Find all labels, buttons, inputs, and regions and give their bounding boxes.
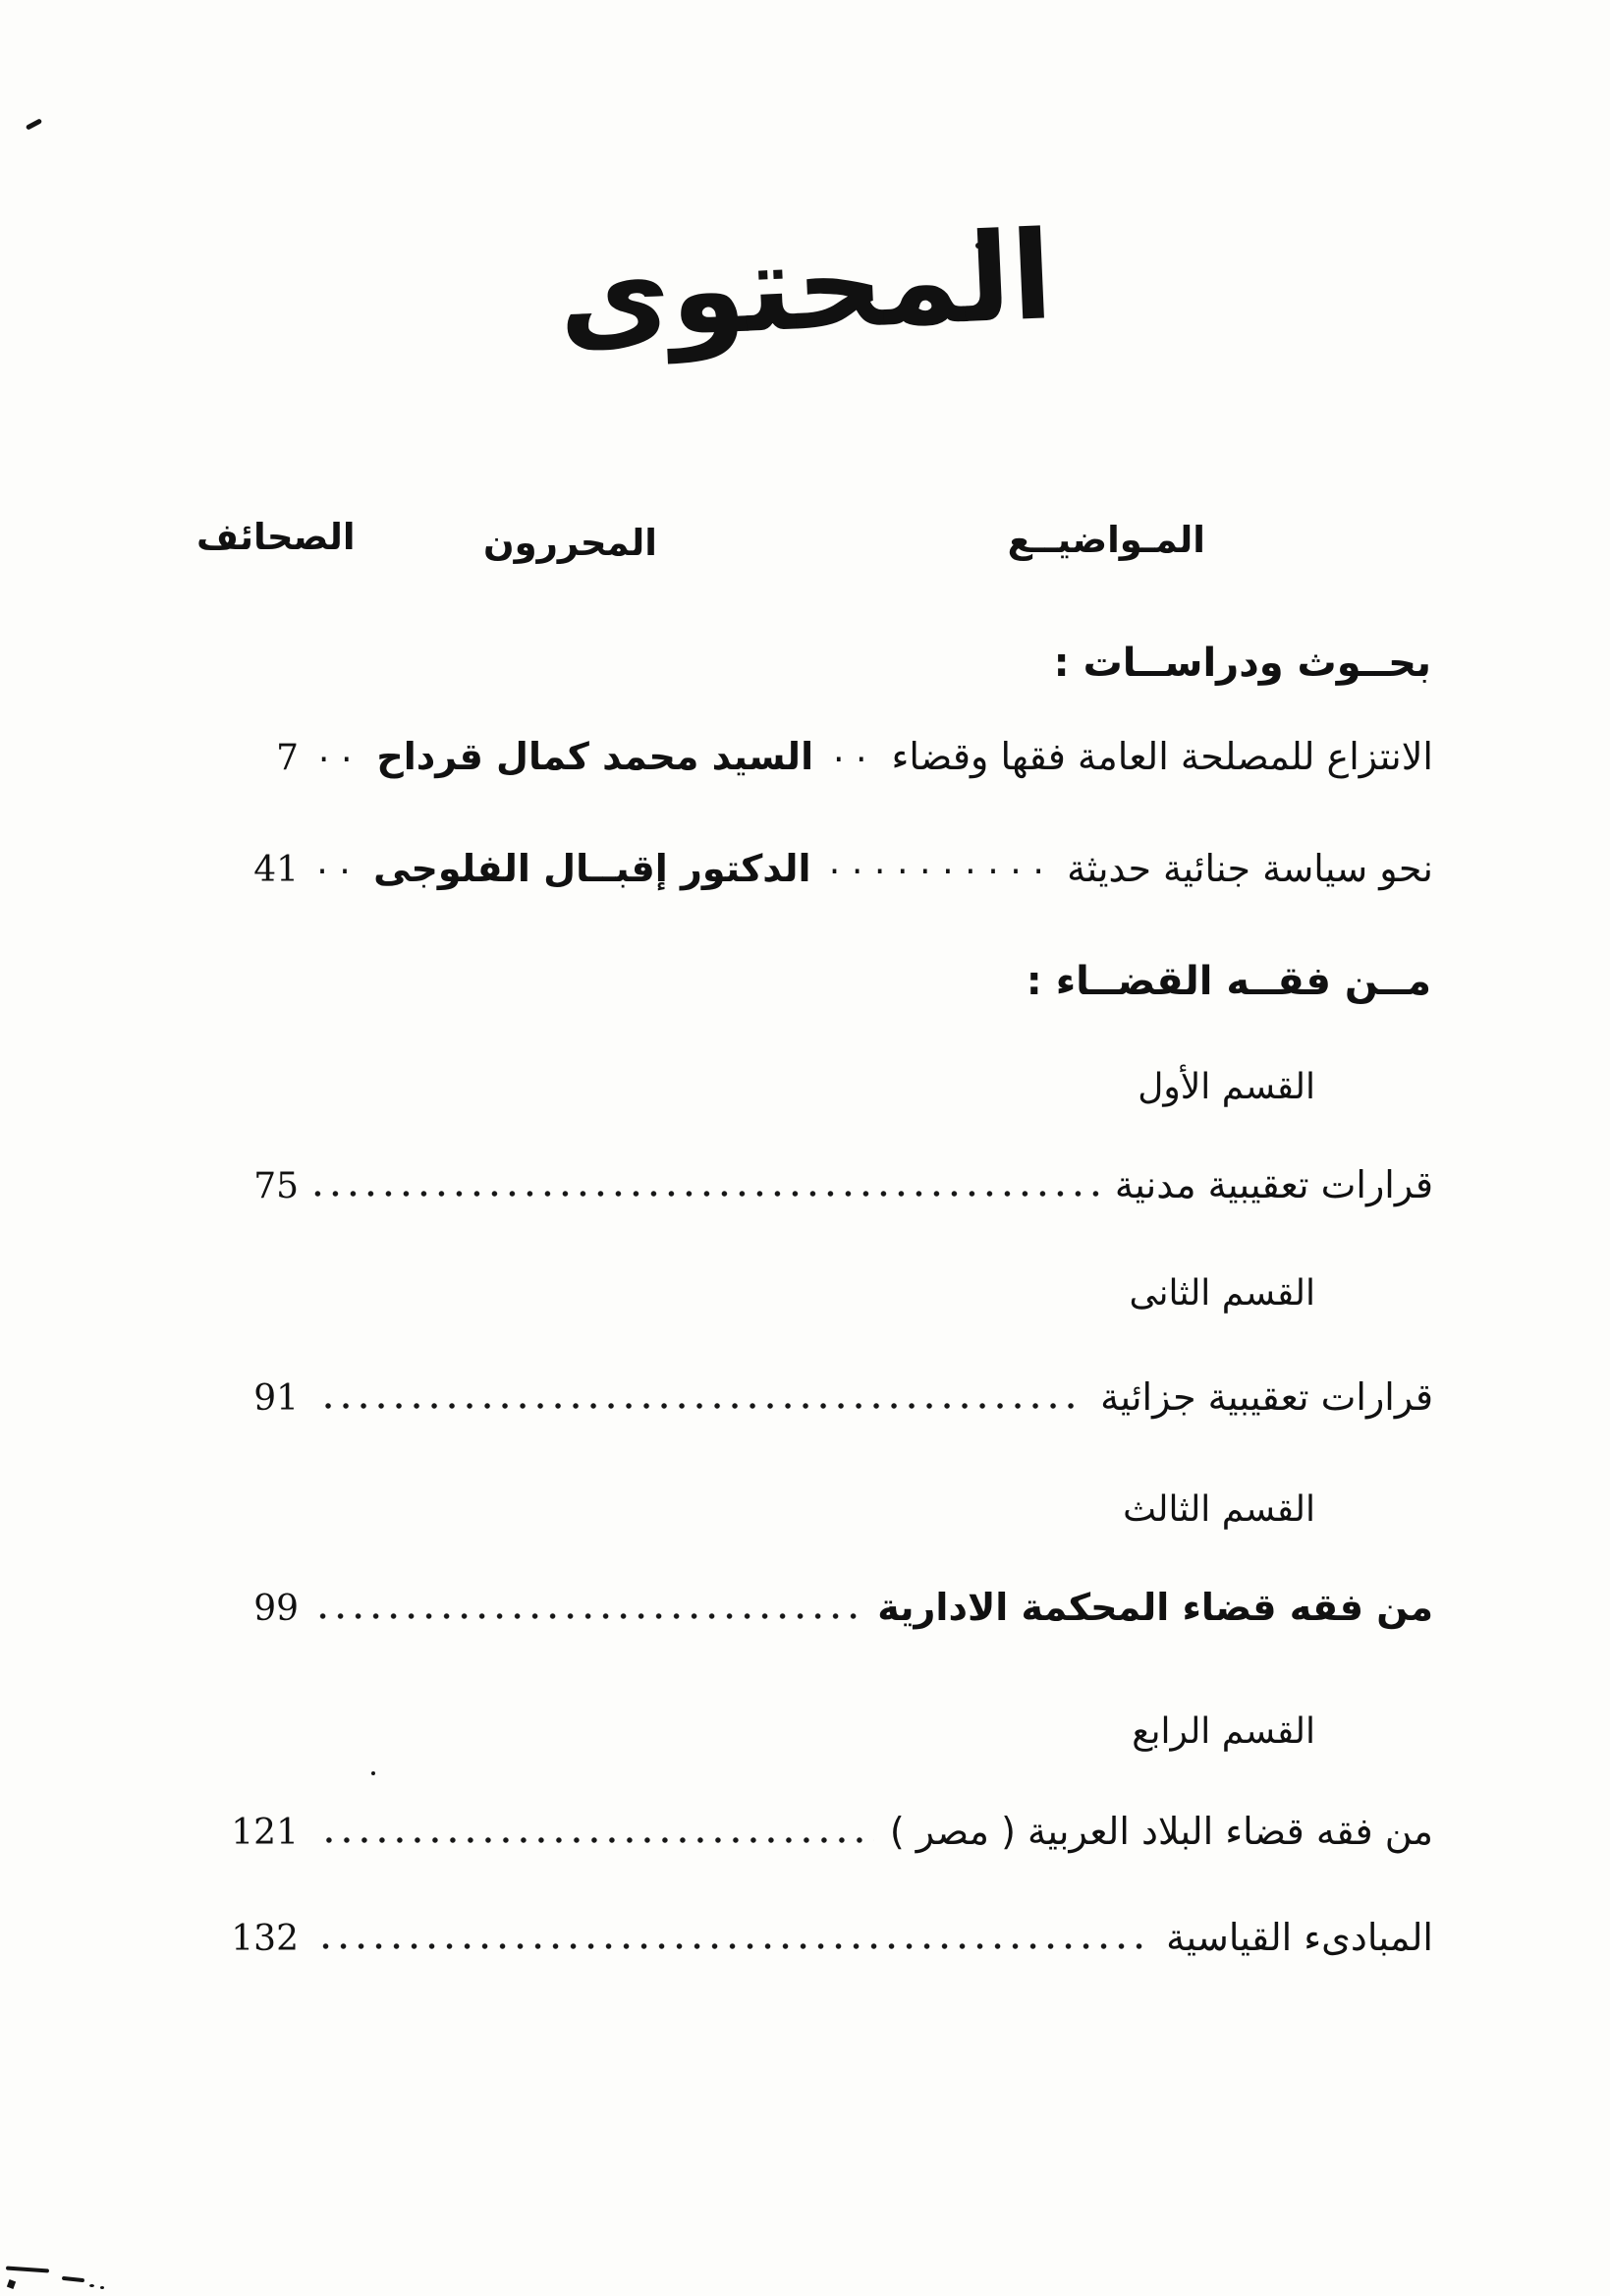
entry-page-number: 91 xyxy=(253,1378,299,1419)
toc-entry-administrative-court xyxy=(218,1586,1433,1629)
entry-topic: قرارات تعقيبية مدنية xyxy=(1114,1163,1433,1206)
entry-page-number: 121 xyxy=(231,1813,299,1853)
scan-artifact xyxy=(100,2286,104,2289)
toc-entry-expropriation xyxy=(218,735,1433,778)
dot-leader xyxy=(314,1942,1150,1950)
dot-leader xyxy=(314,1190,1099,1198)
column-header-pages: الصحائف xyxy=(196,516,356,558)
entry-page-number: 99 xyxy=(253,1589,299,1629)
part-heading-first: القسم الأول xyxy=(1138,1067,1315,1107)
entry-topic: من فقه قضاء المحكمة الادارية xyxy=(877,1586,1433,1629)
entry-page-number: 7 xyxy=(276,738,300,778)
page-title: المحتوى xyxy=(554,205,1056,368)
part-heading-second: القسم الثانى xyxy=(1129,1273,1315,1314)
toc-entry-criminal-policy xyxy=(218,847,1433,890)
dot-separator: .......... xyxy=(825,847,1053,881)
entry-topic: المبادىء القياسية xyxy=(1166,1916,1433,1959)
dot-separator: .. xyxy=(314,735,361,769)
scan-artifact xyxy=(371,1771,375,1775)
entry-topic: من فقه قضاء البلاد العربية ( مصر ) xyxy=(889,1810,1433,1853)
toc-entry-penal-cassation xyxy=(218,1375,1433,1419)
dot-leader xyxy=(314,1402,1084,1410)
section-heading-studies: بحــوث ودراســات : xyxy=(1053,641,1431,686)
part-heading-fourth: القسم الرابع xyxy=(1132,1711,1315,1752)
scan-artifact xyxy=(6,2266,49,2272)
dot-separator: .. xyxy=(313,847,360,881)
dot-leader xyxy=(314,1612,861,1620)
entry-topic: قرارات تعقيبية جزائية xyxy=(1100,1375,1433,1419)
column-header-editors: المحررون xyxy=(483,522,657,564)
entry-author: السيد محمد كمال قرداح xyxy=(376,735,814,778)
column-header-topics: المـواضيــع xyxy=(1007,519,1205,561)
entry-topic: نحو سياسة جنائية حديثة xyxy=(1067,847,1433,890)
entry-topic: الانتزاع للمصلحة العامة فقها وقضاء xyxy=(891,735,1433,778)
scan-artifact xyxy=(7,2279,16,2289)
part-heading-third: القسم الثالث xyxy=(1123,1489,1315,1530)
scan-artifact xyxy=(26,118,42,130)
entry-page-number: 75 xyxy=(253,1166,299,1206)
dot-leader xyxy=(314,1836,874,1844)
entry-page-number: 132 xyxy=(231,1919,299,1959)
entry-author: الدكتور إقبــال الفلوجى xyxy=(373,847,811,890)
toc-entry-arab-countries-egypt xyxy=(218,1810,1433,1853)
scan-artifact xyxy=(62,2276,84,2282)
entry-page-number: 41 xyxy=(253,850,300,890)
section-heading-jurisprudence: مــن فقــه القضــاء : xyxy=(1026,959,1431,1004)
scan-artifact xyxy=(89,2284,94,2287)
toc-entry-standard-principles xyxy=(218,1916,1433,1959)
dot-separator: .. xyxy=(829,735,875,769)
toc-entry-civil-cassation xyxy=(218,1163,1433,1206)
